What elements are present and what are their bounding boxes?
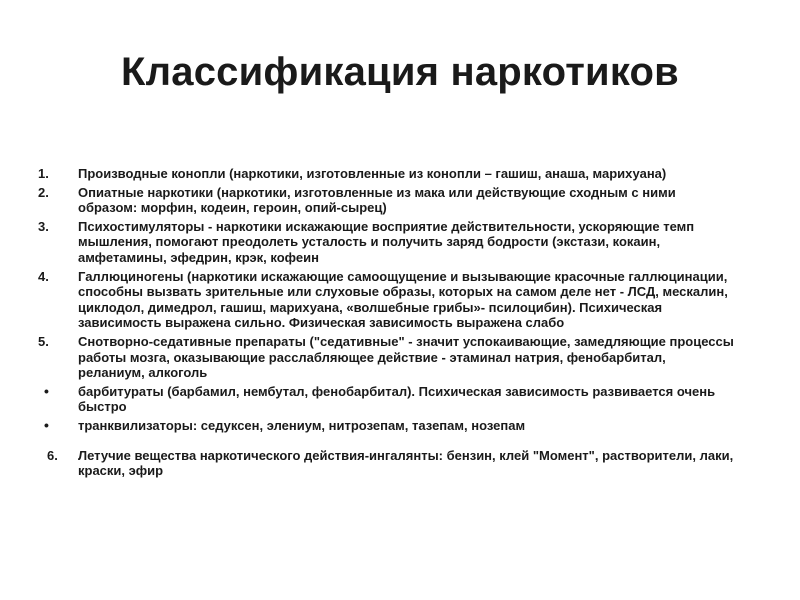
list-item — [36, 334, 736, 381]
list-subitem — [36, 384, 736, 415]
slide-title: Классификация наркотиков — [121, 50, 679, 94]
list-item-text: Снотворно-седативные препараты ("седативные" - значит успокаивающие, замедляющие процессы работы мозга, оказывающие расслабляющее действие - этаминал натрия, фенобарбитал, реланиум, алкоголь — [78, 333, 734, 381]
classification-list — [36, 166, 736, 482]
list-item-text: Галлюциногены (наркотики искажающие самоощущение и вызывающие красочные галлюцинации, способны вызвать зрительные или слуховые образы, которых на самом деле нет - ЛСД, мескалин, циклодол, димедрол, гашиш, марихуана, «волшебные грибы»- псилоцибин). Психическая зависимость выражена сильно. Физическая зависимость выражена слабо — [78, 268, 728, 331]
bullet-icon: • — [44, 382, 49, 399]
list-item-text: Психостимуляторы - наркотики искажающие восприятие действительности, ускоряющие темп мышления, помогают преодолеть усталость и получить заряд бодрости (экстази, кокаин, амфетамины, эфедрин, крэк, кофеин — [78, 218, 695, 265]
list-item-text: Летучие вещества наркотического действия-ингалянты: бензин, клей "Момент", растворители, лаки, краски, эфир — [78, 447, 734, 479]
list-item — [36, 219, 736, 266]
list-item — [36, 448, 736, 479]
list-number: 5. — [38, 333, 49, 349]
list-number: 1. — [38, 166, 49, 181]
list-subitem — [36, 418, 736, 434]
list-item-text: Опиатные наркотики (наркотики, изготовленные из мака или действующие сходным с ними образом: морфин, кодеин, героин, опий-сырец) — [78, 184, 676, 216]
list-item — [36, 166, 736, 182]
list-number: 3. — [38, 218, 49, 234]
list-number: 2. — [38, 184, 49, 200]
list-item — [36, 185, 736, 216]
list-item — [36, 269, 736, 331]
bullet-icon: • — [44, 416, 49, 433]
list-number: 4. — [38, 268, 49, 284]
list-item-text: транквилизаторы: седуксен, элениум, нитрозепам, тазепам, нозепам — [78, 417, 526, 433]
list-item-text: Производные конопли (наркотики, изготовленные из конопли – гашиш, анаша, марихуана) — [78, 166, 667, 181]
list-item-text: барбитураты (барбамил, нембутал, фенобарбитал). Психическая зависимость развивается очень быстро — [78, 383, 716, 415]
list-number: 6. — [47, 447, 58, 463]
